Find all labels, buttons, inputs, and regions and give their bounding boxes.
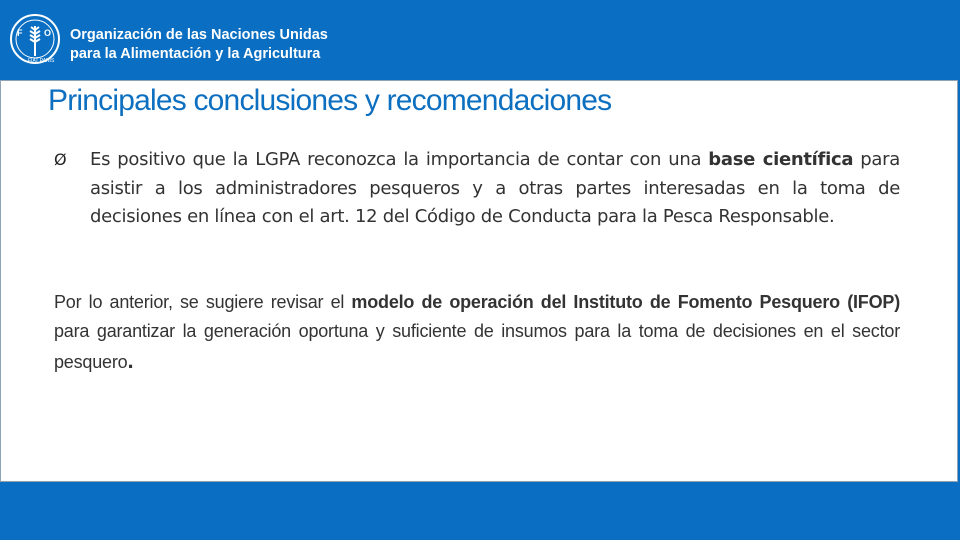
slide-title: Principales conclusiones y recomendaciones [48, 84, 612, 117]
bullet-text-bold: base científica [708, 149, 854, 170]
org-name-line1: Organización de las Naciones Unidas [70, 27, 328, 43]
bullet-text [90, 146, 900, 232]
paragraph-text-post: para garantizar la generación oportuna y suficiente de insumos para la toma de decisiones en el sector pesquero [54, 321, 900, 372]
bullet-text-post: para asistir a los administradores pesqueros y a otras partes interesadas en la toma de decisiones en línea con el art. 12 del Código de Conducta para la Pesca Responsable. [90, 149, 900, 227]
logo-letter-o: O [44, 28, 52, 38]
logo-letter-f: F [17, 28, 23, 38]
content-panel [0, 80, 958, 482]
paragraph-end: . [127, 348, 134, 373]
organization-name [70, 26, 328, 64]
recommendation-paragraph [54, 288, 900, 377]
org-name-line2: para la Alimentación y la Agricultura [70, 46, 321, 62]
header-bar [0, 0, 960, 80]
arrow-bullet-icon: Ø [54, 150, 67, 169]
bullet-item [54, 146, 900, 232]
bullet-text-pre: Es positivo que la LGPA reconozca la importancia de contar con una [90, 149, 709, 170]
fao-logo-icon [8, 12, 62, 66]
paragraph-text-pre: Por lo anterior, se sugiere revisar el [54, 292, 352, 312]
logo-motto: FIAT PANIS [28, 58, 55, 64]
paragraph-text-bold: modelo de operación del Instituto de Fomento Pesquero (IFOP) [351, 292, 900, 312]
